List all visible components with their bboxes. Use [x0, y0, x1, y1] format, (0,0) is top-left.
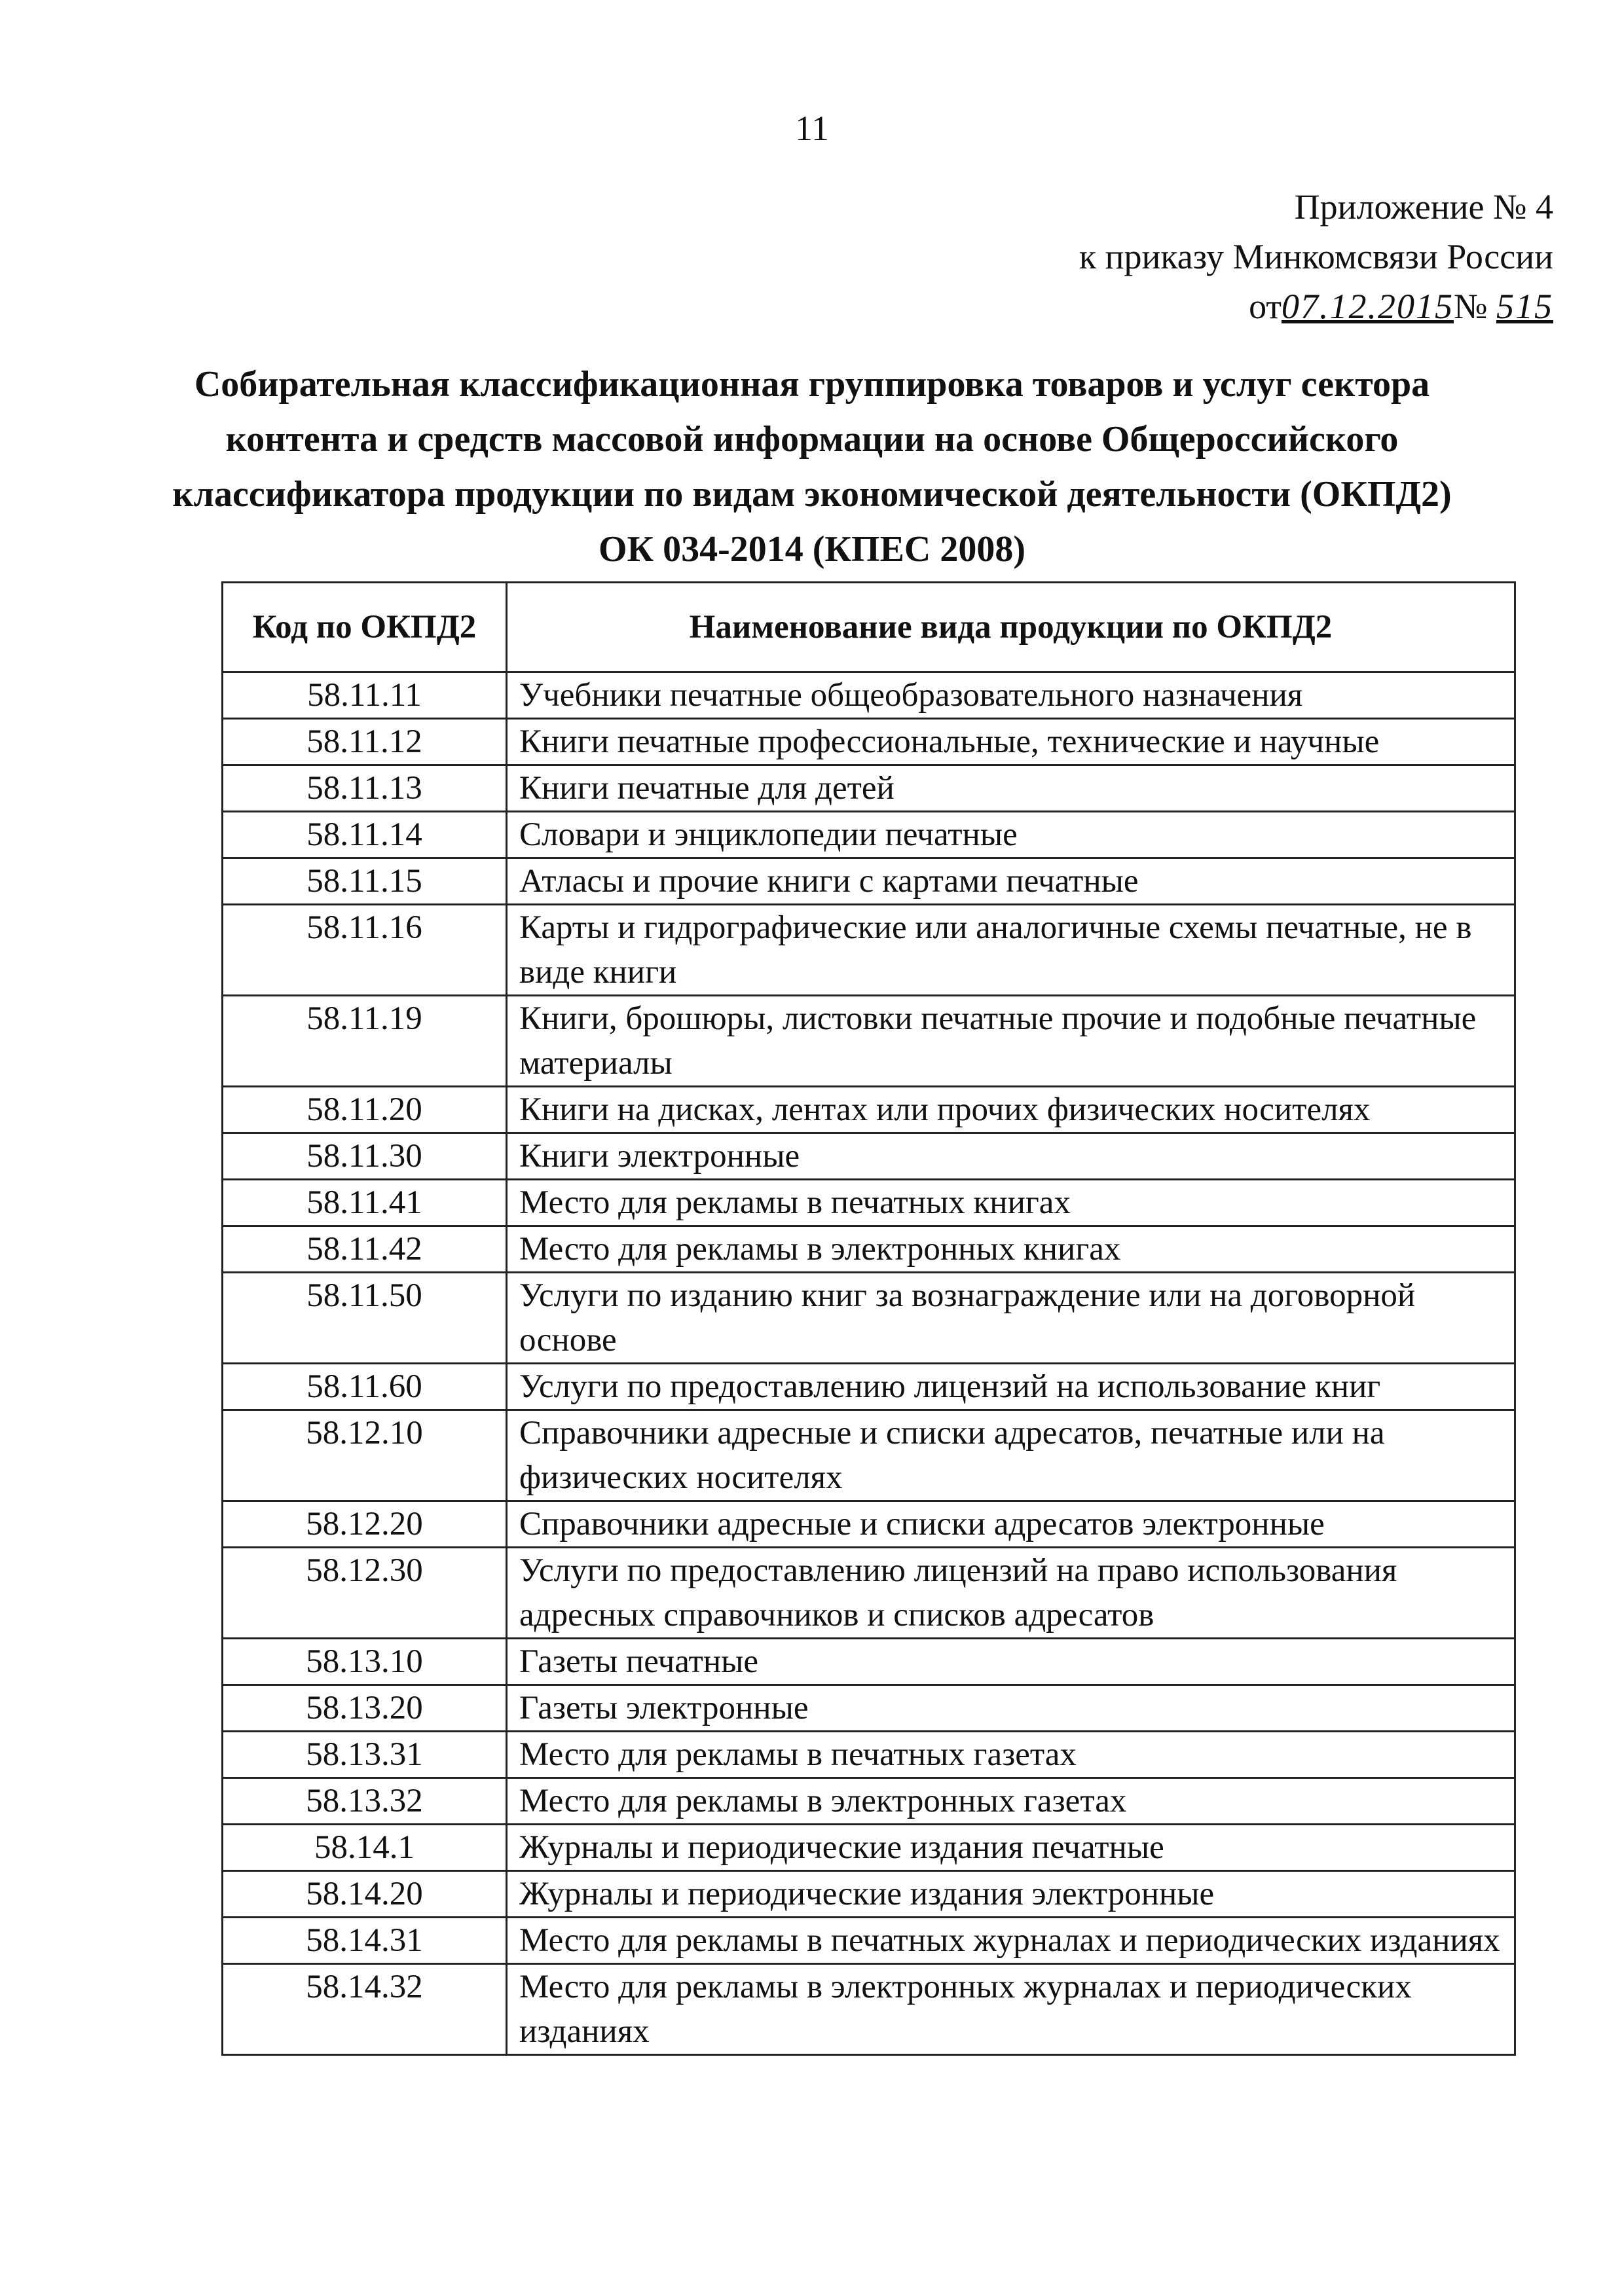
attachment-order-ref: к приказу Минкомсвязи России: [1079, 237, 1553, 276]
name-cell: Книги электронные: [507, 1133, 1515, 1180]
table-row: [223, 1732, 1515, 1778]
code-cell: 58.11.41: [223, 1180, 507, 1226]
code-cell: 58.12.20: [223, 1501, 507, 1548]
name-cell: Журналы и периодические издания электронные: [507, 1871, 1515, 1918]
code-cell: 58.11.16: [223, 905, 507, 996]
name-cell: Услуги по изданию книг за вознаграждение или на договорной основе: [507, 1273, 1515, 1364]
table-row: [223, 1964, 1515, 2055]
code-cell: 58.11.50: [223, 1273, 507, 1364]
name-cell: Книги, брошюры, листовки печатные прочие и подобные печатные материалы: [507, 996, 1515, 1087]
table-row: [223, 1825, 1515, 1871]
attachment-from-label: от: [1249, 287, 1282, 326]
attachment-number: 515: [1496, 287, 1553, 326]
table-row: [223, 1501, 1515, 1548]
title-line-1: Собирательная классификационная группировка товаров и услуг сектора: [194, 364, 1430, 405]
code-column-header: Код по ОКПД2: [223, 583, 507, 672]
code-cell: 58.11.30: [223, 1133, 507, 1180]
code-cell: 58.11.60: [223, 1364, 507, 1410]
table-row: [223, 1871, 1515, 1918]
table-row: [223, 1918, 1515, 1964]
name-cell: Место для рекламы в печатных газетах: [507, 1732, 1515, 1778]
table-row: [223, 1180, 1515, 1226]
name-cell: Словари и энциклопедии печатные: [507, 812, 1515, 858]
code-cell: 58.14.20: [223, 1871, 507, 1918]
title-line-4: ОК 034-2014 (КПЕС 2008): [598, 529, 1026, 570]
code-cell: 58.13.31: [223, 1732, 507, 1778]
code-cell: 58.12.10: [223, 1410, 507, 1501]
code-cell: 58.11.11: [223, 672, 507, 719]
table-row: [223, 1639, 1515, 1685]
title-line-2: контента и средств массовой информации на основе Общероссийского: [225, 419, 1399, 460]
name-cell: Справочники адресные и списки адресатов, печатные или на физических носителях: [507, 1410, 1515, 1501]
code-cell: 58.13.32: [223, 1778, 507, 1825]
table-row: [223, 1778, 1515, 1825]
code-cell: 58.14.31: [223, 1918, 507, 1964]
code-cell: 58.13.20: [223, 1685, 507, 1732]
document-title: [98, 357, 1526, 577]
title-line-3: классификатора продукции по видам экономической деятельности (ОКПД2): [172, 474, 1452, 515]
name-cell: Книги печатные для детей: [507, 765, 1515, 812]
attachment-date: 07.12.2015: [1281, 287, 1454, 326]
attachment-title: Приложение № 4: [1294, 187, 1553, 227]
name-cell: Место для рекламы в электронных газетах: [507, 1778, 1515, 1825]
table-row: [223, 1226, 1515, 1273]
name-cell: Услуги по предоставлению лицензий на право использования адресных справочников и списков адресатов: [507, 1548, 1515, 1639]
name-cell: Книги на дисках, лентах или прочих физических носителях: [507, 1087, 1515, 1133]
table-row: [223, 812, 1515, 858]
code-cell: 58.11.13: [223, 765, 507, 812]
table-row: [223, 1685, 1515, 1732]
name-cell: Место для рекламы в печатных журналах и периодических изданиях: [507, 1918, 1515, 1964]
table-row: [223, 1273, 1515, 1364]
table-row: [223, 1133, 1515, 1180]
code-cell: 58.11.12: [223, 719, 507, 765]
code-cell: 58.11.14: [223, 812, 507, 858]
table-row: [223, 905, 1515, 996]
name-cell: Справочники адресные и списки адресатов электронные: [507, 1501, 1515, 1548]
okpd2-table: [221, 581, 1516, 2056]
table-row: [223, 996, 1515, 1087]
name-column-header: Наименование вида продукции по ОКПД2: [507, 583, 1515, 672]
code-cell: 58.12.30: [223, 1548, 507, 1639]
code-cell: 58.11.42: [223, 1226, 507, 1273]
name-cell: Атласы и прочие книги с картами печатные: [507, 858, 1515, 905]
name-cell: Газеты печатные: [507, 1639, 1515, 1685]
name-cell: Место для рекламы в печатных книгах: [507, 1180, 1515, 1226]
table-row: [223, 1410, 1515, 1501]
name-cell: Услуги по предоставлению лицензий на использование книг: [507, 1364, 1515, 1410]
table-row: [223, 1548, 1515, 1639]
code-cell: 58.11.20: [223, 1087, 507, 1133]
table-row: [223, 765, 1515, 812]
name-cell: Журналы и периодические издания печатные: [507, 1825, 1515, 1871]
table-row: [223, 1087, 1515, 1133]
name-cell: Карты и гидрографические или аналогичные схемы печатные, не в виде книги: [507, 905, 1515, 996]
table-row: [223, 1364, 1515, 1410]
code-cell: 58.14.1: [223, 1825, 507, 1871]
name-cell: Газеты электронные: [507, 1685, 1515, 1732]
table-row: [223, 672, 1515, 719]
code-cell: 58.14.32: [223, 1964, 507, 2055]
table-row: [223, 719, 1515, 765]
name-cell: Учебники печатные общеобразовательного назначения: [507, 672, 1515, 719]
table-row: [223, 858, 1515, 905]
name-cell: Место для рекламы в электронных журналах и периодических изданиях: [507, 1964, 1515, 2055]
attachment-date-line: [1079, 282, 1553, 331]
name-cell: Место для рекламы в электронных книгах: [507, 1226, 1515, 1273]
page-number: 11: [795, 109, 829, 148]
attachment-block: [1079, 182, 1553, 331]
code-cell: 58.11.19: [223, 996, 507, 1087]
code-cell: 58.11.15: [223, 858, 507, 905]
name-cell: Книги печатные профессиональные, технические и научные: [507, 719, 1515, 765]
code-cell: 58.13.10: [223, 1639, 507, 1685]
attachment-number-sign: №: [1453, 287, 1488, 326]
table-header-row: [223, 583, 1515, 672]
